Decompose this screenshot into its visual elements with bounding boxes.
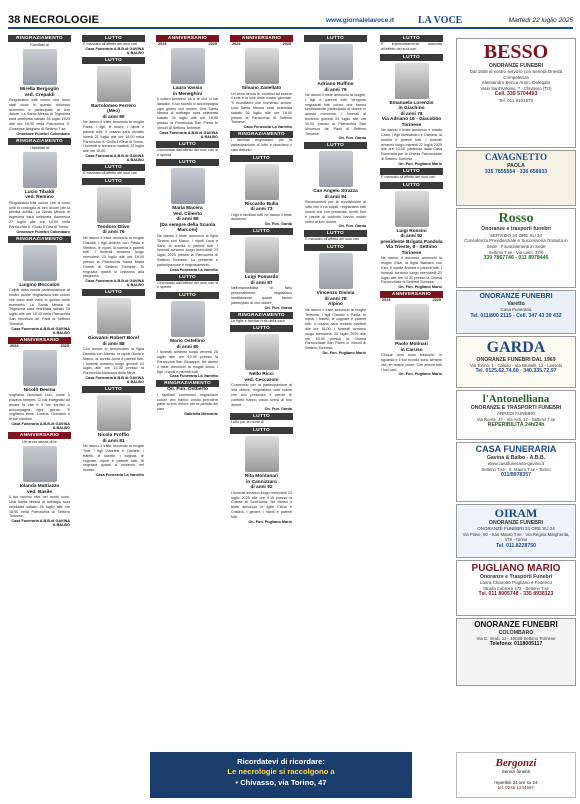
notice-year: 2025 — [282, 42, 291, 46]
portrait-photo — [395, 304, 429, 340]
deceased-name: Maria Macera Ved. Ciliento di anni 89 (Da sempre della Scuola Marconi) — [159, 206, 216, 234]
obit-column-3 — [156, 35, 219, 735]
notice-text: Nell'impossibilità di farlo personalmente ringraziano sentitamente quanti hanno partecipato al loro dolore. — [231, 286, 292, 305]
ad-phone: REPERIBILITÀ 24h/24h — [487, 422, 545, 429]
funeral-home-signature: On. Fun. Garda — [264, 407, 292, 412]
deceased-name: Bartolomeo Ferrero (Meo) di anni 90 — [91, 103, 136, 120]
portrait-photo — [245, 164, 279, 200]
notice-type-band: LUTTO — [304, 35, 367, 42]
notice-years — [380, 298, 443, 302]
deceased-name: Emanuela Lorenzin in Giachino di anni 76 Via Adriano 16 - Giacobbo Torinese — [381, 100, 442, 128]
notice-type-band: ANNIVERSARIO — [8, 337, 71, 344]
notice-type-band: RINGRAZIAMENTO — [230, 312, 293, 319]
notice-year: 2025 — [60, 343, 69, 348]
portrait-photo — [171, 301, 205, 337]
notice-text: Commossi per la partecipazione al loro dolore, ringraziano tutti coloro che con presenza e parole di conforto hanno voluto unirsi al loro dolore. — [231, 383, 292, 407]
obituary-notice — [82, 164, 145, 176]
ad-line: SERVIZIO 24 ORE SU 24 — [490, 232, 542, 238]
ad-title: OIRAM — [494, 506, 538, 520]
notice-type-band: LUTTO — [380, 54, 443, 61]
notice-text: È mancato all'affetto dei suoi cari — [381, 174, 435, 179]
notice-type-band: ANNIVERSARIO — [380, 291, 443, 298]
deceased-name: Laura Vassia in Meneghini — [172, 86, 203, 97]
notice-text: Ne danno il doloroso annuncio la moglie Elsa, la figlia Barbara con Ezio, il nipote Andrea e parenti tutti. I funerali avranno luogo mercoledì 23 luglio alle ore 14.30 presso la Chiesa Parrocchiale di Settimo Torinese. — [381, 256, 442, 285]
deceased-name: Vincenzo Divisia di anni 78 Alpino — [316, 291, 355, 308]
funeral-home-signature: Casa Funeraria La Varretto — [169, 267, 218, 272]
funeral-home-signature: Casa Funeraria La Varretto — [95, 473, 144, 478]
deceased-name: Can Angelo Strazza di anni 94 — [313, 189, 358, 200]
ad-address: Settimo T.se - S. Mauro T.se - Torino — [481, 466, 551, 472]
notice-text: Circondata dall'affetto dei suoi cari si è spenta — [157, 147, 218, 157]
notice-preamble: Familiari di — [30, 42, 49, 47]
notice-text: Lutto per la morte di — [231, 420, 264, 425]
notice-text: Riconoscenti per la condivisione al lutto che li ha colpiti, ringraziano tutti coloro che con presenza, scritti, fiori e parole di conforto hanno voluto unirsi al loro dolore. — [305, 200, 366, 224]
portrait-photo — [245, 48, 279, 84]
ad-subtitle: ONORANZE FUNEBRI DAL 1969 — [476, 356, 556, 363]
funeral-home-signature: On. Fun. Pugliano Mario — [398, 285, 442, 290]
ad-phone: Telefono: 0118005117 — [489, 641, 543, 648]
notice-year: 2025 — [208, 42, 217, 46]
notice-text: Ringraziano tutti coloro che si sono uniti in cordoglio al loro dolore per la perdita subita. La Santa Messa di trigesima sarà celebrata domenica 27 luglio alle ore 10.00 nella Parrocchia S. Giulio D'Orta di Torino. — [9, 200, 70, 229]
ad-subtitle: ONORANZE FUNEBRI — [488, 520, 544, 527]
funeral-home-ad — [456, 336, 576, 388]
notice-years — [8, 344, 71, 348]
obituary-notice — [304, 230, 367, 242]
ad-address: Via Roma, 47 · Via Asti, 12 - Settimo T.se — [476, 416, 556, 422]
site-url[interactable]: www.giornalelavoce.it — [326, 16, 395, 24]
obit-column-4 — [230, 35, 293, 735]
funeral-home-signature: On. Fun. Garda — [264, 222, 292, 227]
portrait-photo — [319, 151, 353, 187]
deceased-name: Adriano Ruffino di anni 79 — [317, 82, 354, 93]
notice-type-band: LUTTO — [82, 178, 145, 185]
notice-years — [230, 42, 293, 46]
notice-text: Ne danno il triste annuncio la moglie Teresina, i figli Claudio e Paola, le nipoti, i fratelli, le cognate e parenti tutti. Il rosario sarà recitato martedì alle ore 18.00. I funerali avranno luogo mercoledì 23 luglio 2025 alle ore 15.00 presso la Chiesa Parrocchiale San Pietro in Vincoli di Settimo Torinese. — [305, 307, 366, 351]
notice-preamble: Un anno senza di te — [22, 439, 57, 445]
obituary-notice — [304, 35, 367, 140]
issue-date: Martedì 22 luglio 2025 — [508, 16, 573, 24]
obituary-notice — [230, 427, 293, 523]
notice-year: 2024 — [382, 298, 391, 303]
notice-type-band: LUTTO — [82, 386, 145, 393]
portrait-photo — [97, 298, 131, 334]
obituary-notice — [8, 35, 71, 136]
obituary-notice — [156, 35, 219, 139]
ad-title: ONORANZE FUNEBRI — [479, 293, 553, 300]
funeral-home-signature: Casa Funeraria La Varretto — [169, 374, 218, 379]
deceased-name: Mirella Bergoglio ved. Crepaldi — [20, 87, 59, 98]
funeral-home-signature: Casa Funeraria A.B.B.di GAVINA & BALBO — [85, 279, 144, 288]
footer-line-1: Ricordatevi di ricordare: — [237, 757, 325, 766]
funeral-home-signature: On. Fun. Pugliano Mario — [248, 519, 292, 524]
ad-line: Casa Funeraria — [500, 306, 532, 312]
bergonzi-line: reperibili 24 ore su 24 — [494, 780, 538, 785]
funeral-home-ad — [456, 442, 576, 502]
obit-column-2 — [82, 35, 145, 735]
ad-line: Alessandro Benca Amm. Delegato — [481, 80, 551, 86]
portrait-photo — [245, 237, 279, 273]
deceased-name: Luigi Pomardo di anni 87 — [244, 275, 279, 286]
obituary-notice — [8, 432, 71, 527]
obituary-notice — [82, 178, 145, 287]
ad-phone: 335 7855554 · 336 656933 — [484, 169, 548, 176]
bergonzi-sub: Servizi funebri — [501, 769, 531, 774]
obituary-notice — [380, 35, 443, 52]
obit-column-5 — [304, 35, 367, 735]
obituary-notice — [156, 141, 219, 158]
obituary-notice — [230, 325, 293, 411]
footer-notice — [150, 752, 412, 798]
notice-type-band: RINGRAZIAMENTO — [8, 35, 71, 42]
obituary-notice — [156, 292, 219, 378]
notice-type-band: LUTTO — [156, 292, 219, 299]
notice-text: Ne danno il triste annuncio la moglie Paola, i figli, le nuore, i nipoti e parenti tutti. Il rosario sarà recitato lunedì 21 luglio alle ore 18.00 nella Parrocchia S. Giulio D'Orta di Torino. I funerali si terranno martedì 22 luglio alle ore 10.00. — [83, 120, 144, 154]
notice-text: I familiari commossi ringraziano coloro che hanno voluto prendere parte al loro dolore per la perdita del caro — [157, 392, 218, 412]
notice-text: Il tuo ricordo vive nei nostri cuori. Una Santa Messa di suffragio sarà celebrata sabato 26 luglio alle ore 18.00 nella Parrocchia di Settimo Torinese. — [9, 495, 70, 519]
footer-line-2: Le necrologie si raccolgono a — [227, 767, 335, 777]
portrait-photo — [245, 436, 279, 472]
funeral-home-ad — [456, 208, 576, 288]
funeral-home-signature: Onoranze Funebri Colombaro — [16, 131, 70, 136]
ad-title: l'Antonelliana — [482, 393, 550, 405]
ad-phone: Tel. 011 8005748 - 335 8938123 — [478, 591, 554, 598]
deceased-name: Luigi Rossini di anni 82 presidente Brigata Pandola Via Trieste, 8 - Settimo Torinese — [380, 228, 443, 256]
portrait-photo — [245, 334, 279, 370]
portrait-photo — [23, 152, 57, 188]
deceased-name: Paolo Molinari in Caruso — [395, 342, 428, 353]
funeral-home-signature: On. Fun. Garda — [338, 224, 366, 229]
ad-title: GARDA — [486, 339, 546, 356]
notice-type-band: LUTTO — [230, 228, 293, 235]
obituary-notice — [304, 244, 367, 355]
bergonzi-title: Bergonzi — [495, 757, 537, 769]
notice-text: Ne danno il triste annuncio il marito Carlo, i figli Alessandro e Daniela, la sorella e parenti tutti. I funerali avranno luogo martedì 22 luglio 2025 alle ore 10.00, partendo dalla Casa Funeraria per la Chiesa Parrocchiale di Settimo Torinese. — [381, 128, 442, 162]
funeral-home-signature: Casa Funeraria A.B.B.di GAVINA & BALBO — [85, 154, 144, 163]
notice-type-band: LUTTO — [380, 182, 443, 189]
deceased-name: Riccardo Bulla di anni 73 — [244, 201, 279, 213]
masthead: LA VOCE — [418, 14, 463, 26]
obituary-notice — [82, 35, 145, 55]
deceased-name: Rita Montanari in Cannizzaro di anni 92 — [244, 474, 279, 491]
bergonzi-phone: tel. 0245 1234567 — [497, 785, 535, 790]
funeral-home-signature: Onoranze Funebri Colombaro — [16, 229, 70, 234]
notice-type-band: ANNIVERSARIO — [8, 432, 71, 439]
funeral-home-signature: Casa Funeraria A.B.B.di GAVINA & BALBO — [11, 422, 70, 431]
funeral-home-signature: Casa Funeraria La Varretto — [243, 125, 292, 130]
funeral-home-ad — [456, 618, 576, 686]
ad-phone: Tel. 0125.62.74.60 · 340.335.72.97 — [475, 368, 557, 375]
notice-type-band: LUTTO — [304, 142, 367, 149]
obituary-notice — [230, 35, 293, 129]
footer-line-3: • Chivasso, via Torino, 47 — [235, 777, 327, 787]
funeral-home-signature: Casa Funeraria A.B.B.di GAVINA & BALBO — [85, 376, 144, 385]
deceased-name: Nello Ricci ved. Ceccaroni — [244, 372, 279, 383]
ad-subtitle: ONORANZE E TRASPORTI FUNEBRI — [470, 405, 562, 412]
ad-address: Via Piave, 80 - San Mauro T.se · Via Regina Margherita, 179 - Torino — [462, 532, 570, 543]
notice-text: Con dolore lo annunciano la figlia Daniela con Alberto, le nipoti Giulia e Marco, la sorella Anna e parenti tutti. I funerali avranno luogo giovedì 24 luglio alle ore 10.30 presso la Parrocchia Madonna della Neve. — [83, 347, 144, 376]
notice-text: I funerali avranno luogo venerdì 25 luglio alle ore 10.00 presso la Parrocchia San Giuseppe. Ne danno il triste annuncio la moglie Anna, i figli, i nipoti e parenti tutti. — [157, 350, 218, 374]
portrait-photo — [23, 49, 57, 85]
funeral-home-ad — [456, 504, 576, 558]
deceased-name: Iolanda Mattiazzo ved. Basile — [19, 484, 60, 495]
notice-type-band: LUTTO — [156, 159, 219, 166]
notice-text: Ne danno il triste annuncio la moglie Claudia, i figli Andrea con Paola e Stefano, le nipoti, la sorella e parenti tutti. I funerali avranno luogo mercoledì 23 luglio alle ore 10.00 presso la Parrocchia Santa Maria Goretti di Settimo Torinese. Si ringrazia quanti si uniranno alla preghiera. — [83, 235, 144, 279]
deceased-name: Silvano Zanellato — [241, 86, 282, 91]
ad-subtitle: COLOMBARO — [498, 629, 534, 636]
obituary-notice — [156, 274, 219, 291]
page-number: 38 — [8, 14, 21, 26]
ad-subtitle: Onoranze e Trasporti Funebri — [479, 574, 553, 580]
notice-year: 2024 — [232, 42, 241, 46]
notice-text: Il vostro pensiero va a te che ci hai lasciato. Il tuo ricordo ci accompagna ogni giorno con amore. Una Santa Messa di suffragio sarà celebrata sabato 26 luglio alle ore 18.00 presso la Parrocchia San Pietro in Vincoli di Settimo Torinese. — [157, 97, 218, 130]
ad-address: Via G. Verdi, 12 · 10036 Settimo Torinese — [476, 636, 556, 642]
notice-years — [156, 42, 219, 46]
obituary-notice — [82, 57, 145, 162]
ad-title: ONORANZE FUNEBRI — [474, 620, 558, 629]
portrait-photo — [171, 48, 205, 84]
portrait-photo — [23, 245, 57, 281]
section-title: NECROLOGIE — [23, 14, 100, 26]
ad-phone: Tel. 011/800 2115 - Cell. 347 43 39 432 — [470, 312, 562, 319]
obituary-notice — [380, 54, 443, 166]
notice-text: Colpiti dalla vostra partecipazione al nostro dolore ringraziano tutti coloro che sono stati vicini in questo triste momento. La Santa Messa di Trigesima sarà celebrata sabato 26 luglio alle ore 18.00 nella Parrocchia San Vincenzo de' Paoli di Settimo Torinese. — [9, 288, 70, 326]
notice-type-band: LUTTO — [156, 274, 219, 281]
ad-phone: 339 7867746 - 011 8978446 — [483, 254, 549, 261]
ad-line: ARREDI FUNEBRI — [496, 411, 535, 417]
notice-type-band: LUTTO — [82, 289, 145, 296]
notice-text: Ne danno il triste annuncio la moglie Tina, i figli Gabriele e Daniele, i fratelli, le sorelle, i cognati, le cognate, nipoti e parenti tutti. Si ringrazia quanti si uniranno nel ricordo. — [83, 444, 144, 473]
notice-year: 2024 — [158, 42, 167, 46]
ad-title: PUGLIANO MARIO — [471, 563, 561, 574]
ad-title: Rosso — [498, 211, 534, 226]
notice-text: Un anno senza te, continui ad essere il sole e la luce delle nostre giornate. Ti ricordiamo con immenso amore. Una Santa Messa sarà celebrata sabato 26 luglio alle ore 18.00 presso la Parrocchia di Settimo Torinese. — [231, 91, 292, 125]
portrait-photo — [97, 187, 131, 223]
portrait-photo — [319, 44, 353, 80]
notice-text: Ne danno il triste annuncio la moglie, i figli e parenti tutti. Vengono ringraziati tutti coloro che hanno sentitamente partecipato al dolore in questo momento. I funerali si terranno giovedì 24 luglio alle ore 10.00 presso la Parrocchia San Vincenzo de' Paoli di Settimo Torinese. — [305, 93, 366, 136]
obituary-notice — [230, 155, 293, 227]
ad-subtitle: Varetto — [507, 300, 525, 307]
ad-title: BESSO — [483, 41, 549, 63]
page-header — [8, 13, 573, 29]
ad-title: CAVAGNETTO — [484, 152, 548, 162]
funeral-home-ad — [456, 560, 576, 616]
ad-line: Dal 1848 al vostro servizio con Serietà Onestà Competenza — [469, 69, 563, 80]
funeral-home-signature: Casa Funeraria A.B.B.di GAVINA & BALBO — [159, 130, 218, 139]
notice-type-band: ANNIVERSARIO — [156, 35, 219, 42]
notice-text: È mancata all'affetto dei suoi cari — [83, 42, 137, 46]
ad-line: Laura Chiarotto Pugliano e Federico — [479, 580, 553, 586]
notice-text: I familiari ringraziano per la partecipazione al lutto e ricordano il caro defunto — [231, 138, 292, 152]
notice-type-band: LUTTO — [304, 244, 367, 251]
ads-column — [456, 38, 576, 746]
notice-type-band: LUTTO — [304, 230, 367, 237]
funeral-home-signature: On. Fun. Pugliano Mario — [398, 372, 442, 377]
notice-year: 2025 — [432, 298, 441, 303]
notice-type-band: RINGRAZIAMENTO — [156, 380, 219, 387]
funeral-home-signature: Casa Funeraria A.B.B.di GAVINA & BALBO — [85, 46, 144, 55]
funeral-home-ad — [456, 38, 576, 148]
notice-year: 2024 — [10, 343, 19, 348]
deceased-name: Lucio Tibaldi ved. Remino — [24, 189, 55, 201]
obituary-notice — [82, 386, 145, 477]
ad-subtitle: Gavina & Balbo - A.B.B. — [486, 454, 546, 461]
funeral-home-signature: Casa Funeraria A.B.B.di GAVINA & BALBO — [11, 326, 70, 335]
ad-address: Via Torino, 1 - Caluso · Via Brunelli, 12 - Lessolo — [469, 362, 563, 368]
obituary-notice — [156, 159, 219, 271]
funeral-home-ad — [456, 290, 576, 334]
notice-text: Ne danno il triste annuncio la figlia Tiziana con Marco, i nipoti Luca e Sara, la sorella e parenti tutti. I funerali avranno luogo mercoledì 23 luglio 2025 presso la Parrocchia di Settimo Torinese. La presente è partecipazione e ringraziamento. — [157, 233, 218, 267]
notice-type-band: LUTTO — [82, 35, 145, 42]
obituary-notice — [8, 236, 71, 335]
obituary-notice — [304, 142, 367, 228]
deceased-name: Luigino Boccalon — [19, 282, 60, 288]
portrait-photo — [319, 253, 353, 289]
notice-text: Vogliamo ricordarti così, come ti piaceva sempre. Ci hai insegnato ad amare la vita e il tuo sorriso ci accompagna ogni giorno. Ti vogliamo bene. Lorena, Giovanni e le tue nipotine. — [9, 393, 70, 422]
notice-text: Ringraziano tutti coloro che sono stati vicini in questo doloroso momento e partecipato al loro dolore. La Santa Messa di Trigesima sarà celebrata sabato 26 luglio 2025 alle ore 18.00 nella Parrocchia S. Giuseppe Artigiano di Settimo T.se. — [9, 98, 70, 131]
funeral-home-signature: Gabriella Mercante — [184, 412, 218, 417]
notice-type-band: LUTTO — [380, 168, 443, 175]
obituary-notice — [380, 291, 443, 376]
notice-text: È mancato all'affetto dei suoi cari — [305, 237, 359, 242]
ad-address: Strada Cebrosa 173 - Settimo T.se — [483, 585, 549, 591]
notice-text: Circondato dall'affetto dei suoi cari si è spento — [157, 280, 218, 290]
ad-phone: Tel. 011.8228750 — [496, 542, 536, 549]
portrait-photo — [395, 191, 429, 227]
ad-address: Settimo T.se - Via Leinì, 37/b — [488, 249, 544, 255]
notice-type-band: RINGRAZIAMENTO — [230, 131, 293, 138]
portrait-photo — [97, 395, 131, 431]
deceased-name: Mario Ostellino di anni 80 — [170, 339, 205, 350]
deceased-name: Nicolò Devina — [23, 387, 56, 393]
obituary-notice — [8, 138, 71, 234]
portrait-photo — [23, 446, 57, 482]
obit-column-6 — [380, 35, 443, 735]
notice-text: È improvvisamente mancata all'affetto dei suoi cari — [381, 42, 442, 51]
obituary-notice — [82, 289, 145, 384]
obituary-notice — [230, 131, 293, 152]
funeral-home-signature: On. Fun. Pugliano Mario — [322, 351, 366, 356]
ad-subtitle: ONORANZE FUNEBRI — [488, 63, 544, 69]
notice-text: I funerali avranno luogo mercoledì 23 luglio 2025 alle ore 9.15 presso la Chiesa di Sant'Anna. Ne danno il triste annuncio le figlie Elena e Cristina, i generi, i nipoti e parenti tutti. — [231, 490, 292, 519]
notice-type-band: LUTTO — [156, 141, 219, 148]
deceased-name: Nicola Proffio di anni 81 — [97, 433, 130, 444]
obituary-notice — [230, 413, 293, 425]
notice-text: Le figlie e familiari tutti della cara — [231, 318, 285, 323]
deceased-name: On. Fun. Ostberto — [167, 387, 208, 393]
deceased-name: Teodoro Olivo di anni 76 — [97, 224, 130, 236]
ad-phone: Cell. 335 5704493 — [494, 91, 538, 98]
notice-type-band: LUTTO — [230, 155, 293, 162]
portrait-photo — [395, 63, 429, 99]
notice-text: I figli e familiari tutti ne danno il triste annuncio. — [231, 212, 292, 222]
ad-line: ONORANZE FUNEBRI 24 ORE SU 24 — [477, 526, 555, 532]
obituary-notice — [380, 182, 443, 289]
notice-text: È mancata all'affetto dei suoi cari — [83, 171, 137, 176]
ad-subtitle: PAOLA — [507, 162, 525, 169]
funeral-home-signature: On. Fun. Garda — [264, 305, 292, 310]
obituary-notice — [380, 168, 443, 180]
obituary-notice — [230, 312, 293, 324]
ad-subtitle: Onoranze e trasporti funebri — [481, 226, 551, 233]
portrait-photo — [97, 66, 131, 102]
notice-type-band: LUTTO — [82, 164, 145, 171]
notice-type-band: LUTTO — [380, 35, 443, 42]
deceased-name: Giovanni Robert Borel di anni 88 — [88, 336, 139, 347]
notice-type-band: LUTTO — [230, 427, 293, 434]
obituary-notice — [230, 228, 293, 309]
funeral-home-ad — [456, 390, 576, 440]
notice-type-band: RINGRAZIAMENTO — [8, 138, 71, 145]
obituary-notice — [156, 380, 219, 416]
ad-phone: 011/8978357 — [500, 472, 531, 479]
ad-address: Viale Sant'Antonio, 7 - Chivasso (TO) — [480, 86, 552, 92]
notice-type-band: LUTTO — [230, 413, 293, 420]
portrait-photo — [23, 350, 57, 386]
notice-text: Cinque anni sono trascorsi, lo sguardo e il tuo ricordo sono sempre vivi nel nostro cuore. Con amore tutti i tuoi cari. — [381, 353, 442, 372]
ad-line: www.casafuneraria-gavina.it — [487, 461, 545, 467]
notice-type-band: LUTTO — [82, 57, 145, 64]
funeral-home-ad — [456, 150, 576, 206]
notice-type-band: LUTTO — [230, 325, 293, 332]
bergonzi-ad — [456, 752, 576, 798]
ad-title: CASA FUNERARIA — [475, 444, 557, 454]
ad-line: Consulenza Previdenziale e Successoria Gratuita in Sede · Finanziamenti in Sede — [464, 238, 568, 249]
notice-type-band: RINGRAZIAMENTO — [8, 236, 71, 243]
funeral-home-signature: On. Fun. Pugliano Mario — [398, 161, 442, 166]
funeral-home-signature: On. Fun. Garda — [338, 136, 366, 141]
obituary-notice — [8, 337, 71, 430]
notice-preamble: I familiari di — [29, 144, 50, 150]
funeral-home-signature: Casa Funeraria A.B.B.di GAVINA & BALBO — [11, 519, 70, 528]
obit-column-1 — [8, 35, 71, 735]
notice-type-band: ANNIVERSARIO — [230, 35, 293, 42]
portrait-photo — [171, 168, 205, 204]
ad-tel: Tel. 011.9101572 — [498, 97, 534, 103]
